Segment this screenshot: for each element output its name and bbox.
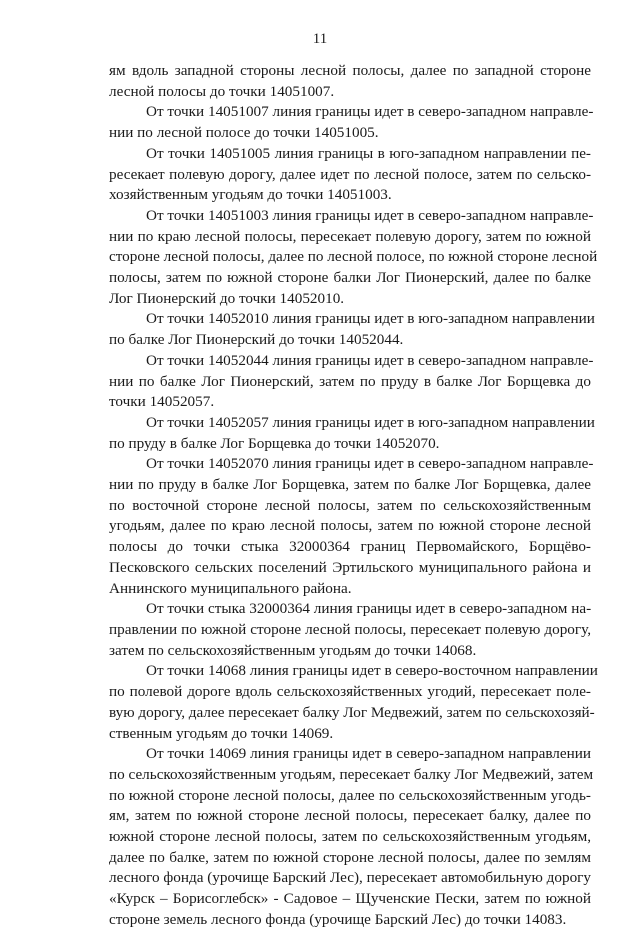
text-line: От точки стыка 32000364 линия границы идет в северо-западном на- (146, 600, 592, 618)
paragraph (109, 599, 591, 661)
text-line: «Курск – Борисоглебск» - Садовое – Щученские Пески, затем по южной (109, 890, 591, 908)
text-line: От точки 14051003 линия границы идет в северо-западном направле- (146, 206, 594, 224)
text-line: правлении по южной стороне лесной полосы, пересекает полевую дорогу, (109, 620, 591, 638)
text-line: Песковского сельских поселений Эртильского муниципального района и (109, 558, 591, 576)
text-line: стороне земель лесного фонда (урочище Барский Лес) до точки 14083. (109, 910, 567, 928)
text-line: нии по лесной полосе до точки 14051005. (109, 124, 379, 142)
text-line: по сельскохозяйственным угодьям, пересекает балку Лог Медвежий, затем (109, 765, 594, 783)
text-line: ресекает полевую дорогу, далее идет по лесной полосе, затем по сельско- (109, 165, 591, 183)
text-line: полосы до точки стыка 32000364 границ Первомайского, Борщёво- (109, 538, 591, 556)
text-line: точки 14052057. (109, 393, 215, 411)
text-line: От точки 14052070 линия границы идет в северо-западном направле- (146, 455, 594, 473)
text-line: Аннинского муниципального района. (109, 579, 352, 597)
document-body (109, 61, 598, 931)
paragraph (109, 454, 594, 599)
text-line: ям вдоль западной стороны лесной полосы, далее по западной стороне (109, 62, 591, 79)
paragraph (109, 744, 594, 930)
text-line: по пруду в балке Лог Борщевка до точки 14052070. (109, 434, 440, 452)
text-line: лесной полосы до точки 14051007. (109, 82, 335, 100)
paragraph (109, 61, 591, 102)
text-line: затем по сельскохозяйственным угодьям до точки 14068. (109, 641, 477, 659)
text-line: Лог Пионерский до точки 14052010. (109, 289, 345, 307)
text-line: нии по балке Лог Пионерский, затем по пруду в балке Лог Борщевка до (109, 372, 591, 390)
text-line: ям, затем по южной стороне лесной полосы, пересекает балку, далее по (109, 807, 591, 825)
text-line: по восточной стороне лесной полосы, затем по сельскохозяйственным (109, 496, 591, 514)
page-number: 11 (312, 31, 328, 47)
paragraph (109, 351, 594, 413)
text-line: От точки 14052044 линия границы идет в северо-западном направле- (146, 351, 594, 369)
text-line: южной стороне лесной полосы, затем по сельскохозяйственным угодьям, (109, 828, 591, 846)
text-line: хозяйственным угодьям до точки 14051003. (109, 186, 392, 204)
text-line: угодьям, далее по краю лесной полосы, затем по южной стороне лесной (109, 517, 591, 535)
text-line: нии по краю лесной полосы, пересекает полевую дорогу, затем по южной (109, 227, 591, 245)
text-line: От точки 14052057 линия границы идет в юго-западном направлении (146, 413, 595, 431)
paragraph (109, 144, 591, 206)
text-line: по южной стороне лесной полосы, далее по сельскохозяйственным угодь- (109, 786, 591, 804)
paragraph (109, 413, 595, 454)
paragraph (109, 309, 595, 350)
text-line: стороне лесной полосы, далее по лесной полосе, по южной стороне лесной (109, 248, 598, 266)
text-line: вую дорогу, далее пересекает балку Лог Медвежий, затем по сельскохозяй- (109, 703, 595, 721)
paragraph (109, 206, 598, 310)
text-line: ственным угодьям до точки 14069. (109, 724, 334, 742)
paragraph (109, 661, 598, 744)
text-line: От точки 14052010 линия границы идет в юго-западном направлении (146, 310, 595, 328)
text-line: по полевой дороге вдоль сельскохозяйственных угодий, пересекает поле- (109, 683, 591, 701)
text-line: нии по пруду в балке Лог Борщевка, затем по балке Лог Борщевка, далее (109, 476, 591, 494)
text-line: полосы, затем по южной стороне балки Лог Пионерский, далее по балке (109, 269, 591, 287)
text-line: далее по балке, затем по южной стороне лесной полосы, далее по землям (109, 848, 591, 866)
text-line: От точки 14051007 линия границы идет в северо-западном направле- (146, 103, 594, 121)
text-line: От точки 14068 линия границы идет в северо-восточном направлении (146, 662, 598, 680)
text-line: От точки 14069 линия границы идет в северо-западном направлении (146, 745, 591, 763)
text-line: по балке Лог Пионерский до точки 14052044. (109, 331, 404, 349)
paragraph (109, 102, 594, 143)
text-line: От точки 14051005 линия границы в юго-западном направлении пе- (146, 144, 591, 162)
text-line: лесного фонда (урочище Барский Лес), пересекает автомобильную дорогу (109, 869, 591, 887)
